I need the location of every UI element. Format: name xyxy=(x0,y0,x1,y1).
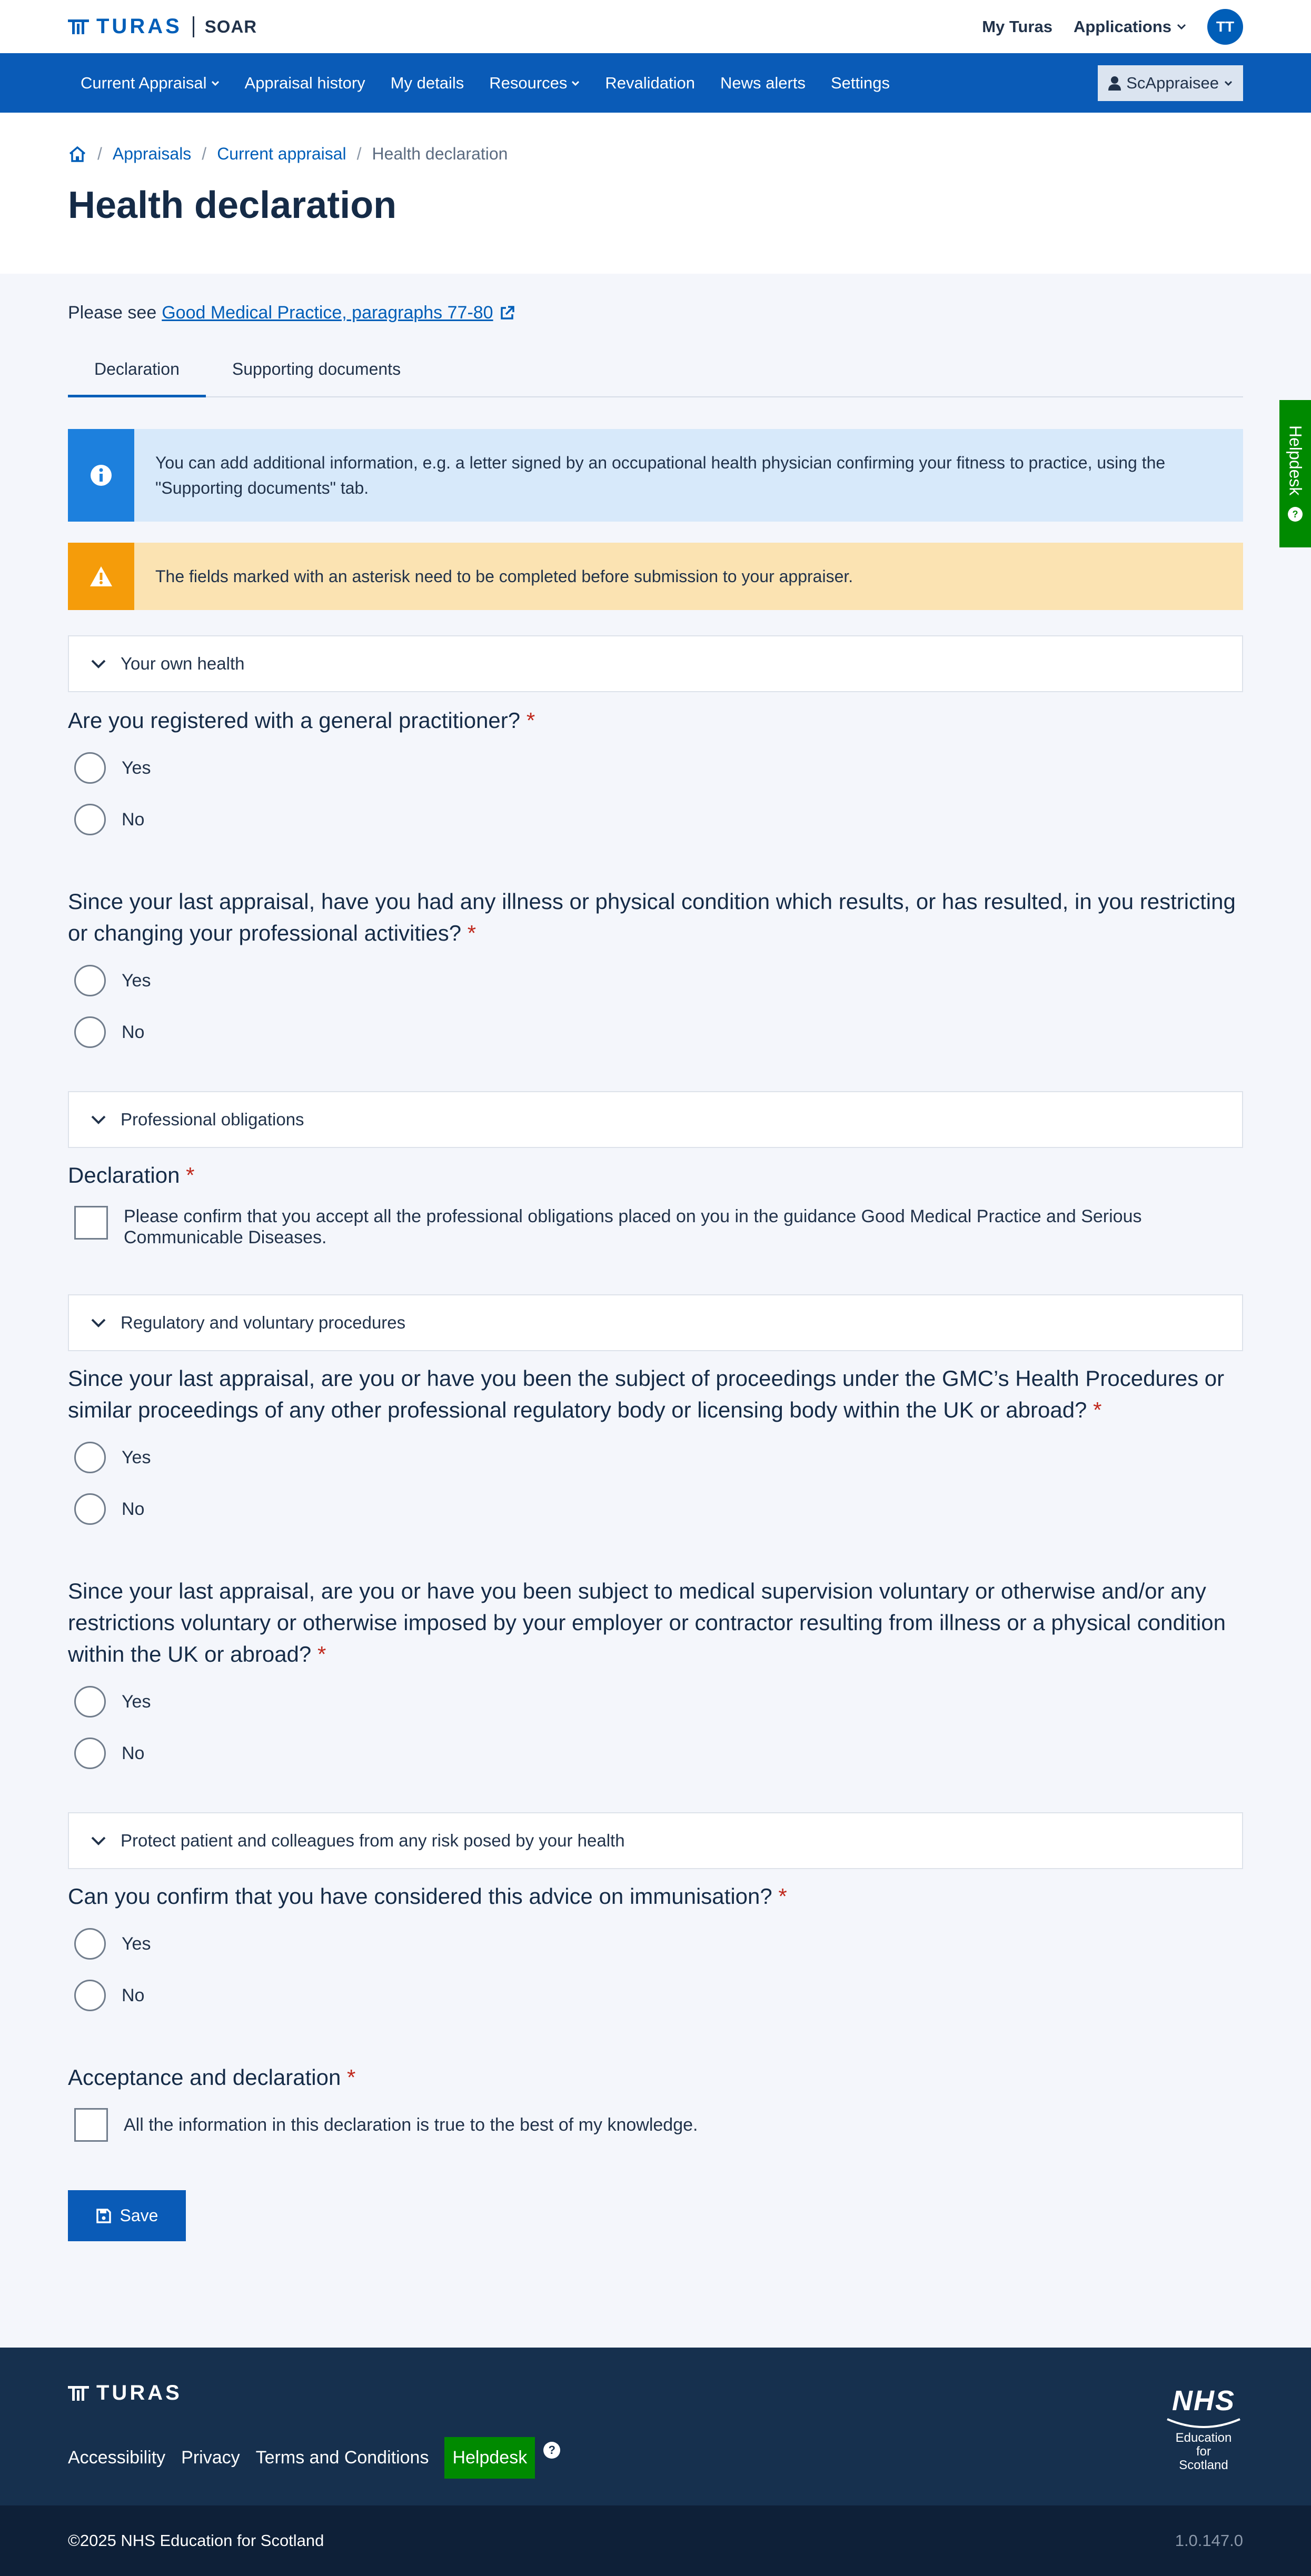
info-icon-box xyxy=(68,429,134,522)
breadcrumb-separator: / xyxy=(356,144,362,163)
question-text: Since your last appraisal, are you or have you been subject to medical supervision voluntary or otherwise and/or any restrictions voluntary or otherwise imposed by your employer or contractor resulting from illness or a physical condition within the UK or abroad? xyxy=(68,1579,1226,1666)
turas-mark-icon xyxy=(68,18,89,35)
radio-circle xyxy=(74,965,106,996)
brand-divider xyxy=(193,16,194,37)
home-icon[interactable] xyxy=(68,145,87,164)
radio-circle xyxy=(74,1016,106,1048)
footer-brand: TURAS xyxy=(96,2381,182,2404)
radio-immunisation-no[interactable] xyxy=(74,1980,1243,2011)
checkbox-acceptance[interactable] xyxy=(74,2108,1243,2142)
nav-settings[interactable]: Settings xyxy=(830,73,890,92)
question-text: Can you confirm that you have considered this advice on immunisation? xyxy=(68,1884,772,1909)
info-icon xyxy=(90,464,113,487)
radio-label: Yes xyxy=(122,1691,151,1712)
acceptance-label xyxy=(68,2062,1243,2093)
question-gp xyxy=(68,705,1243,736)
helpdesk-side-tab[interactable] xyxy=(1279,400,1311,547)
warning-alert xyxy=(68,543,1243,610)
helpdesk-side-label: Helpdesk xyxy=(1286,425,1305,496)
section-title: Regulatory and voluntary procedures xyxy=(121,1313,406,1332)
brand-name: TURAS xyxy=(96,15,182,38)
question-gmc-proceedings xyxy=(68,1363,1243,1426)
declaration-label xyxy=(68,1160,1243,1191)
required-asterisk: * xyxy=(186,1163,195,1187)
top-header xyxy=(0,0,1311,53)
save-button[interactable] xyxy=(68,2190,186,2241)
brand[interactable] xyxy=(68,15,257,38)
radio-circle xyxy=(74,1928,106,1960)
section-title: Your own health xyxy=(121,654,245,673)
chevron-down-icon xyxy=(90,1835,107,1846)
required-asterisk: * xyxy=(526,708,535,733)
nav-revalidation[interactable]: Revalidation xyxy=(605,73,696,92)
required-asterisk: * xyxy=(347,2065,356,2090)
footer-link-terms[interactable]: Terms and Conditions xyxy=(255,2448,429,2468)
user-menu-button[interactable] xyxy=(1098,65,1243,101)
turas-logo xyxy=(68,15,182,38)
nav-label: Resources xyxy=(489,73,568,92)
radio-label: Yes xyxy=(122,1933,151,1954)
main-content xyxy=(0,303,1311,2241)
radio-gmc-no[interactable] xyxy=(74,1493,1243,1525)
chevron-down-icon xyxy=(211,80,220,86)
applications-label: Applications xyxy=(1073,17,1171,36)
footer-helpdesk-button[interactable]: Helpdesk xyxy=(444,2437,535,2479)
version: 1.0.147.0 xyxy=(1175,2531,1243,2550)
checkbox-label: Please confirm that you accept all the professional obligations placed on you in the guidance Good Medical Practice and Serious Communicable Diseases. xyxy=(124,1206,1142,1247)
chevron-down-icon xyxy=(90,1317,107,1328)
radio-gp-no[interactable] xyxy=(74,804,1243,835)
nhs-subtext xyxy=(1164,2431,1243,2472)
breadcrumb-separator: / xyxy=(202,144,207,163)
radio-label: Yes xyxy=(122,1447,151,1467)
nhs-swoosh-icon xyxy=(1164,2417,1243,2429)
radio-illness-yes[interactable] xyxy=(74,965,1243,996)
external-link-icon[interactable] xyxy=(499,305,515,322)
breadcrumb-current: Health declaration xyxy=(372,144,508,163)
radio-label: No xyxy=(122,809,145,830)
radio-gmc-yes[interactable] xyxy=(74,1442,1243,1473)
tab-declaration[interactable]: Declaration xyxy=(68,347,206,397)
applications-menu[interactable] xyxy=(1074,17,1186,36)
section-title: Professional obligations xyxy=(121,1110,304,1129)
warning-icon-box xyxy=(68,543,134,610)
page-heading xyxy=(0,113,1311,274)
tab-supporting-documents[interactable]: Supporting documents xyxy=(232,360,401,378)
chevron-down-icon xyxy=(1177,24,1186,30)
warning-icon xyxy=(89,565,113,587)
section-protect-patients[interactable] xyxy=(68,1812,1243,1869)
footer xyxy=(0,2348,1311,2505)
main-nav xyxy=(0,53,1311,113)
label-text: Declaration xyxy=(68,1163,180,1187)
checkbox-box xyxy=(74,2108,108,2142)
chevron-down-icon xyxy=(90,658,107,669)
good-medical-practice-link[interactable]: Good Medical Practice, paragraphs 77-80 xyxy=(162,303,493,323)
nav-news-alerts[interactable]: News alerts xyxy=(720,73,806,92)
checkbox-label: All the information in this declaration is true to the best of my knowledge. xyxy=(124,2115,698,2135)
radio-circle xyxy=(74,1980,106,2011)
radio-circle xyxy=(74,1738,106,1769)
tab-list xyxy=(68,347,1243,397)
chevron-down-icon xyxy=(90,1114,107,1125)
nav-current-appraisal[interactable] xyxy=(81,74,220,93)
footer-links xyxy=(68,2437,560,2479)
section-regulatory[interactable] xyxy=(68,1294,1243,1351)
checkbox-professional-obligations[interactable] xyxy=(74,1206,1243,1248)
help-icon xyxy=(1287,506,1303,522)
page-title: Health declaration xyxy=(68,184,397,226)
question-illness xyxy=(68,886,1243,949)
chevron-down-icon xyxy=(571,80,580,86)
copyright: ©2025 NHS Education for Scotland xyxy=(68,2531,324,2550)
radio-circle xyxy=(74,1442,106,1473)
checkbox-box xyxy=(74,1206,108,1240)
footer-logo[interactable] xyxy=(68,2381,182,2405)
breadcrumb-current-appraisal[interactable]: Current appraisal xyxy=(217,144,346,163)
radio-circle xyxy=(74,804,106,835)
info-alert xyxy=(68,429,1243,522)
required-asterisk: * xyxy=(1093,1397,1102,1422)
question-immunisation xyxy=(68,1881,1243,1912)
app-name: SOAR xyxy=(204,16,257,36)
avatar[interactable]: TT xyxy=(1207,9,1243,45)
warning-alert-text: The fields marked with an asterisk need to be completed before submission to your appraiser. xyxy=(134,543,1243,610)
nav-appraisal-history[interactable]: Appraisal history xyxy=(244,73,365,92)
radio-supervision-no[interactable] xyxy=(74,1738,1243,1769)
radio-label: No xyxy=(122,1499,145,1519)
radio-label: No xyxy=(122,1985,145,2005)
chevron-down-icon xyxy=(1224,80,1233,86)
section-professional-obligations[interactable] xyxy=(68,1091,1243,1148)
footer-bottom xyxy=(0,2505,1311,2576)
radio-label: No xyxy=(122,1743,145,1763)
nhs-sub-line: for xyxy=(1196,2444,1211,2459)
nav-my-details[interactable]: My details xyxy=(390,73,464,92)
user-name: ScAppraisee xyxy=(1126,73,1219,92)
radio-gp-yes[interactable] xyxy=(74,752,1243,784)
question-supervision xyxy=(68,1575,1243,1670)
nhs-sub-line: Scotland xyxy=(1179,2458,1228,2472)
user-icon xyxy=(1108,76,1121,91)
breadcrumb xyxy=(68,144,1243,164)
svg-text:?: ? xyxy=(1292,508,1298,520)
intro-text xyxy=(68,303,1243,323)
required-asterisk: * xyxy=(317,1642,326,1666)
nav-resources[interactable] xyxy=(489,74,580,93)
radio-supervision-yes[interactable] xyxy=(74,1686,1243,1718)
question-text: Since your last appraisal, have you had any illness or physical condition which results, or has resulted, in you restricting or changing your professional activities? xyxy=(68,889,1236,945)
radio-immunisation-yes[interactable] xyxy=(74,1928,1243,1960)
radio-label: Yes xyxy=(122,970,151,991)
footer-link-accessibility[interactable]: Accessibility xyxy=(68,2448,166,2468)
label-text: Acceptance and declaration xyxy=(68,2065,341,2090)
nhs-sub-line: Education xyxy=(1175,2431,1232,2445)
save-label: Save xyxy=(120,2206,158,2225)
info-alert-text: You can add additional information, e.g. a letter signed by an occupational health physician confirming your fitness to practice, using the "Supporting documents" tab. xyxy=(134,429,1243,522)
required-asterisk: * xyxy=(778,1884,787,1909)
nhs-logo xyxy=(1164,2384,1243,2472)
nhs-wordmark: NHS xyxy=(1171,2385,1235,2417)
footer-link-privacy[interactable]: Privacy xyxy=(181,2448,240,2468)
radio-label: Yes xyxy=(122,757,151,778)
radio-circle xyxy=(74,1686,106,1718)
breadcrumb-appraisals[interactable]: Appraisals xyxy=(112,144,192,163)
radio-label: No xyxy=(122,1022,145,1042)
radio-circle xyxy=(74,752,106,784)
question-text: Since your last appraisal, are you or have you been the subject of proceedings under the GMC’s Health Procedures or similar proceedings of any other professional regulatory body or licensing body within the UK or abroad? xyxy=(68,1366,1225,1422)
nav-label: Current Appraisal xyxy=(81,73,207,92)
section-own-health[interactable] xyxy=(68,635,1243,692)
required-asterisk: * xyxy=(467,921,476,945)
radio-illness-no[interactable] xyxy=(74,1016,1243,1048)
my-turas-link[interactable]: My Turas xyxy=(982,17,1052,36)
intro-prefix: Please see xyxy=(68,303,157,323)
breadcrumb-separator: / xyxy=(97,144,102,163)
help-icon: ? xyxy=(543,2442,560,2459)
section-title: Protect patient and colleagues from any risk posed by your health xyxy=(121,1831,625,1850)
radio-circle xyxy=(74,1493,106,1525)
question-text: Are you registered with a general practitioner? xyxy=(68,708,521,733)
save-icon xyxy=(96,2208,112,2224)
turas-mark-icon xyxy=(68,2385,89,2402)
